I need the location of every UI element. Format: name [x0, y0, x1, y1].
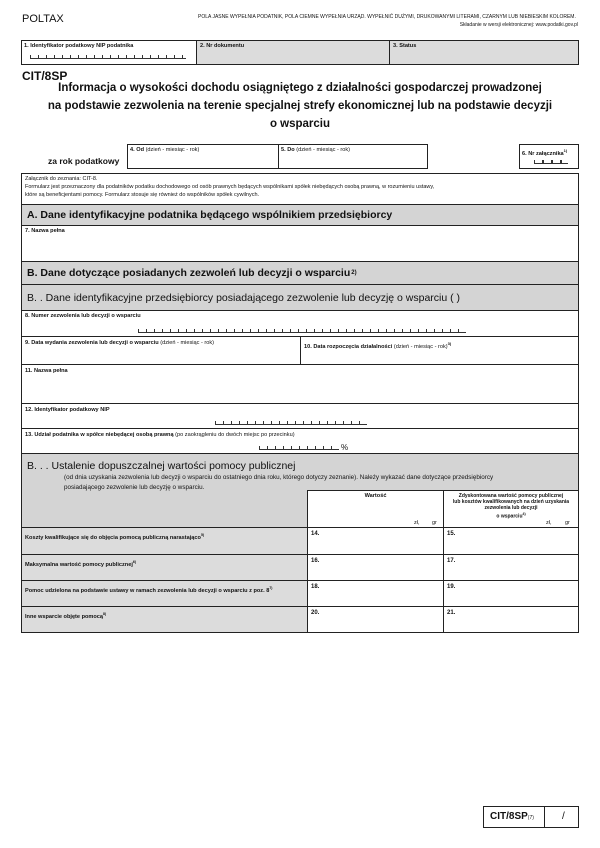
field-6-attachment-number[interactable] [519, 144, 579, 169]
field-16[interactable] [307, 554, 444, 581]
row-label-max-aid-text: Maksymalna wartość pomocy publicznej$^{6)}$ [25, 560, 136, 568]
field-9-issue-date[interactable] [21, 336, 301, 365]
field-1-nip[interactable] [21, 40, 197, 65]
field-18-number: 18. [311, 584, 320, 590]
row-label-costs-text: Koszty kwalifikujące się do objęcia pomocą publiczną narastająco$^{5)}$ [25, 533, 205, 541]
section-b2-title: B. . . Ustalenie dopuszczalnej wartości pomocy publicznej [27, 460, 296, 472]
value-gr-label: gr [432, 520, 437, 526]
section-b2-subtitle-1: (od dnia uzyskania zezwolenia lub decyzji o wsparciu do ostatniego dnia roku, którego dotyczy zeznanie). Należy wykazać dane dotyczące przedsiębiorcy [64, 474, 494, 481]
value-zl-label: zł, [414, 520, 420, 526]
field-4-label: 4. Od (dzień - miesiąc - rok) [130, 147, 200, 153]
field-16-number: 16. [311, 558, 320, 564]
field-13-tick-grid [259, 446, 339, 450]
field-6-tick-grid [534, 160, 568, 164]
electronic-filing-note: Składanie w wersji elektronicznej: www.podatki.gov.pl [459, 22, 578, 28]
tax-year-label: za rok podatkowy [48, 156, 120, 166]
field-8-permit-number[interactable] [21, 310, 579, 337]
field-15[interactable] [443, 527, 579, 555]
form-title-line-2: na podstawie zezwolenia na terenie specjalnej strefy ekonomicznej lub na podstawie decyzji [47, 100, 553, 112]
field-11-full-name[interactable] [21, 364, 579, 404]
info-block [21, 173, 579, 207]
footer-form-code: CIT/8SP(7) [490, 811, 534, 822]
field-2-label: 2. Nr dokumentu [200, 43, 245, 49]
field-4-from-date[interactable] [127, 144, 279, 169]
info-line-3: które są beneficjentami pomocy. Formularz stosuje się również do wspólników spółek cywilnych. [25, 192, 260, 198]
section-b-header: B. Dane dotyczące posiadanych zezwoleń lub decyzji o wsparciu 2) [21, 261, 579, 285]
row-label-aid-granted [21, 580, 308, 607]
footer-page-slash: / [562, 811, 565, 822]
field-18[interactable] [307, 580, 444, 607]
percent-sign: % [341, 443, 349, 452]
row-label-other-support-text: Inne wsparcie objęte pomocą$^{8)}$ [25, 612, 107, 620]
field-21[interactable] [443, 606, 579, 633]
field-10-start-date[interactable] [300, 336, 579, 365]
column-header-value [307, 490, 444, 528]
row-label-other-support [21, 606, 308, 633]
form-title-line-1: Informacja o wysokości dochodu osiągniętego z działalności gospodarczej prowadzonej [58, 82, 542, 94]
col-disc-line-3: zezwolenia lub decyzji [484, 505, 538, 511]
column-header-value-label: Wartość [364, 493, 387, 499]
field-12-nip[interactable] [21, 403, 579, 429]
field-6-label: 6. Nr załącznika$^{1)}$ [522, 148, 568, 157]
field-9-label: 9. Data wydania zezwolenia lub decyzji o wsparciu (dzień - miesiąc - rok) [25, 340, 215, 346]
section-b2-subtitle-2: posiadającego zezwolenie lub decyzję o wsparciu. [64, 484, 205, 491]
field-19-number: 19. [447, 584, 456, 590]
field-10-label: 10. Data rozpoczęcia działalności (dzień - miesiąc - rok)$^{3)}$ [304, 341, 452, 350]
disc-zl-label: zł, [546, 520, 552, 526]
row-label-aid-granted-text: Pomoc udzielona na podstawie ustawy w ramach zezwolenia lub decyzji o wsparciu z poz. 8$^{7)}$ [25, 586, 273, 594]
column-header-discounted [443, 490, 579, 528]
field-5-label: 5. Do (dzień - miesiąc - rok) [281, 147, 351, 153]
field-13-share-percent[interactable] [21, 428, 579, 454]
col-disc-line-1: Zdyskontowana wartość pomocy publicznej [458, 493, 564, 499]
field-3-status [389, 40, 579, 65]
field-21-number: 21. [447, 610, 456, 616]
row-label-costs [21, 527, 308, 555]
field-1-tick-grid [30, 55, 186, 59]
brand-logo: POLTAX [22, 13, 64, 25]
field-20-number: 20. [311, 610, 320, 616]
section-a-header: A. Dane identyfikacyjne podatnika będącego wspólnikiem przedsiębiorcy [21, 204, 579, 226]
field-2-document-number [196, 40, 390, 65]
field-14-number: 14. [311, 531, 320, 537]
field-20[interactable] [307, 606, 444, 633]
field-13-label: 13. Udział podatnika w spółce niebędącej osobą prawną (po zaokrągleniu do dwóch miejsc po przecinku) [25, 432, 295, 438]
form-code: CIT/8SP [22, 69, 68, 83]
footer-form-code-box [483, 806, 579, 828]
field-3-label: 3. Status [393, 43, 417, 49]
field-17[interactable] [443, 554, 579, 581]
row-label-max-aid [21, 554, 308, 581]
form-title-line-3: o wsparciu [269, 118, 331, 130]
footer-divider [544, 807, 545, 827]
field-17-number: 17. [447, 558, 456, 564]
section-b1-header: B. . Dane identyfikacyjne przedsiębiorcy posiadającego zezwolenie lub decyzję o wsparciu ( ) [21, 284, 579, 311]
info-line-2: Formularz jest przeznaczony dla podatników podatku dochodowego od osób prawnych będących wspólnikami spółek niebędących osobą prawną, w rozumieniu ustawy, [25, 184, 435, 190]
field-14[interactable] [307, 527, 444, 555]
fill-instructions: POLA JASNE WYPEŁNIA PODATNIK, POLA CIEMNE WYPEŁNIA URZĄD. WYPEŁNIĆ DUŻYMI, DRUKOWANYMI LITERAMI, CZARNYM LUB NIEBIESKIM KOLOREM. [198, 14, 576, 20]
field-8-tick-grid [138, 329, 466, 333]
disc-gr-label: gr [565, 520, 570, 526]
info-line-1: Załącznik do zeznania: CIT-8. [25, 176, 98, 182]
field-7-full-name[interactable] [21, 225, 579, 262]
field-19[interactable] [443, 580, 579, 607]
field-8-label: 8. Numer zezwolenia lub decyzji o wsparciu [25, 313, 141, 319]
field-15-number: 15. [447, 531, 456, 537]
field-1-label: 1. Identyfikator podatkowy NIP podatnika [24, 43, 134, 49]
field-12-label: 12. Identyfikator podatkowy NIP [25, 407, 110, 413]
col-disc-line-4: o wsparciu$^{4)}$ [496, 512, 526, 520]
field-12-tick-grid [215, 421, 367, 425]
col-disc-line-2: lub kosztów kwalifikowanych na dzień uzyskania [452, 499, 570, 505]
field-11-label: 11. Nazwa pełna [25, 368, 68, 374]
field-7-label: 7. Nazwa pełna [25, 228, 65, 234]
field-5-to-date[interactable] [278, 144, 428, 169]
